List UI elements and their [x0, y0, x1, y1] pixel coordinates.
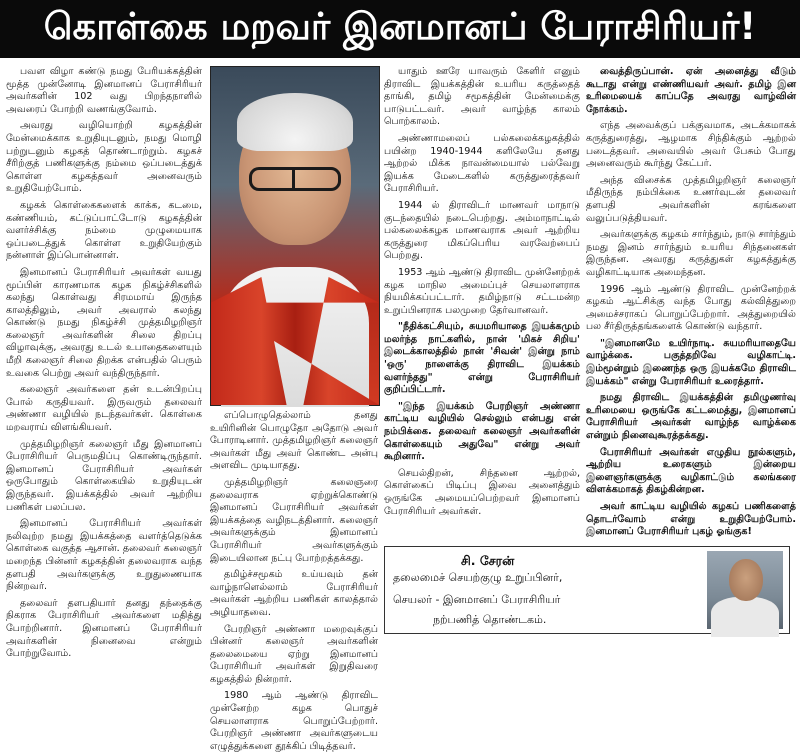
- headline-title: கொள்கை மறவர் இனமானப் பேராசிரியர்!: [43, 5, 757, 48]
- paragraph: 1944 ல் திராவிடர் மாணவர் மாநாடு குடந்தையில் நடைபெற்றது. அம்மாநாட்டில் பல்கலைக்கழக மாணவராக அவர் ஆற்றிய கருத்துரை மிகப்பெரிய வரவேற்பைப் பெற்றது.: [384, 199, 580, 262]
- paragraph: முத்தமிழறிஞர் கலைஞர் மீது இனமானப் பேராசிரியர் பெருமதிப்பு கொண்டிருந்தார். இனமானப் பேராசிரியர் அவர்கள் ஒருபோதும் கொள்கையில் உறுதியுடன் இருந்தவர். இயக்கத்தில் அவர் ஆற்றிய பணிகள் பலப்பல.: [6, 438, 202, 513]
- paragraph: அண்ணாமலைப் பல்கலைக்கழகத்தில் பயின்ற 1940-1944 களிலேயே தனது ஆற்றல் மிக்க நாவன்மையால் பல்வேறு இயக்க மேடைகளில் கருத்துரைத்தவர் பேராசிரியர்.: [384, 132, 580, 195]
- paragraph: எந்த அவைக்குப் பக்குவமாக, அடக்கமாகக் கருத்துரைத்து, ஆழமாக சிந்திக்கும் ஆற்றல் படைத்தவர். அவையில் அவர் பேசும் போது அனைவரும் கூர்ந்து கேட்பர்.: [586, 120, 796, 170]
- portrait-photo: [210, 66, 380, 406]
- paragraph: அவரது வழியொற்றி கழகத்தின் மேன்மைக்காக உறுதியுடனும், நமது மொழி பற்றுடனும் கழகத் தொண்டாற்றும். கழகச் சீரிற்குத் பணிகளுக்கு நம்மை ஒப்படைத்துக் கொள்ள கழகத்தவர் அனைவரும் உறுதியேற்போம்.: [6, 120, 202, 195]
- portrait-glasses: [249, 167, 341, 191]
- paragraph: முத்தமிழறிஞர் கலைஞரை தலைவராக ஏற்றுக்கொண்டு இனமானப் பேராசிரியர் அவர்கள் இயக்கத்தை வழிநடத்தினார். கலைஞர் அவர்களுக்கும் இனமானப் பேராசிரியர் அவர்களுக்கும் இடையிலான நட்பு போற்றத்தக்கது.: [210, 476, 378, 564]
- paragraph: கலைஞர் அவர்களை தன் உடன்பிறப்பு போல் கருதியவர். இருவரும் தலைவர் அண்ணா வழியில் நடந்தவர்கள். கொள்கை மறவராய் விளங்கியவர்.: [6, 384, 202, 434]
- paragraph: தலைவர் தளபதியார் தனது தந்தைக்கு நிகராக பேராசிரியர் அவர்களை மதித்து போற்றினார். இனமானப் பேராசிரியர் அவர்களின் நினைவை என்றும் போற்றுவோம்.: [6, 597, 202, 660]
- paragraph: பேரறிஞர் அண்ணா மறைவுக்குப் பின்னர் கலைஞர் அவர்களின் தலைமையை ஏற்று இனமானப் பேராசிரியர் அவர்கள் இறுதிவரை கழகத்தில் நின்றார்.: [210, 623, 378, 685]
- portrait-hair: [237, 93, 353, 151]
- article-column-3: [384, 66, 580, 542]
- paragraph: இனமானப் பேராசிரியர் அவர்கள் வயது மூப்பின் காரணமாக கழக நிகழ்ச்சிகளில் கலந்து கொள்வது சிரமமாய் இருந்த காலத்திலும், அவர் அவரால் கலந்து கொண்டு நமது நிகழ்ச்சி முத்தமிழறிஞர் கலைஞர் அவர்களின் சிலை திறப்பு விழாவுக்கு, அவரது உடல் உபாதைகளையும் மீறி கலைஞர் சிலை திறக்க என்பதில் பெரும் உவகை பெற்று அவர் வந்திருந்தார்.: [6, 266, 202, 379]
- paragraph: எப்பொழுதெல்லாம் தனது உயிரினின் பொழுதோ அதோடு அவர் போராடினார். முத்தமிழறிஞர் கலைஞர் அவர்கள் மீது அவர் கொண்ட அன்பு அளவிட முடியாதது.: [210, 410, 378, 472]
- paragraph: அந்த விசைக்க முத்தமிழறிஞர் கலைஞர் மீதிருந்த நம்பிக்கை உணர்வுடன் தலைவர் தளபதி அவர்களின் கரங்களை வலுப்படுத்தியவர்.: [586, 174, 796, 224]
- paragraph: தமிழ்ச்சமூகம் உய்யவும் தன் வாழ்நாளெல்லாம் பேராசிரியர் அவர்கள் ஆற்றிய பணிகள் காலத்தால் அழியாதவை.: [210, 569, 378, 618]
- paragraph: இனமானப் பேராசிரியர் அவர்கள் நலிவுற்ற நமது இயக்கத்தை வளர்த்தெடுக்க கொள்கை வகுத்த ஆசான். தலைவர் கலைஞர் மறைந்த பின்னர் கழகத்தின் தலைவராக வந்த தளபதி அவர்களுக்கு உறுதுணையாக நின்றவர்.: [6, 518, 202, 593]
- author-title-line-2: செயலர் - இனமானப் பேராசிரியர்: [393, 593, 561, 606]
- author-title-line-1: தலைமைச் செயற்குழு உறுப்பினர்,: [393, 571, 563, 584]
- author-name: சி. சேரன்: [461, 553, 515, 568]
- author-byline-box: [384, 546, 790, 634]
- quote-paragraph: "நீதிக்கட்சியும், சுயமரியாதை இயக்கமும் மலர்ந்த நாட்களில், நான் 'மிகச் சிறிய' இடைக்காலத்தில் நான் 'சிவன்' இன்று நாம் 'ஒரு' நாளைக்கு திராவிட இயக்கம் வளர்ந்தது" என்று பேராசிரியர் குறிப்பிட்டார்.: [384, 321, 580, 396]
- paragraph: அவர்களுக்கு கழகம் சார்ந்தும், நாடு சார்ந்தும் நமது இனம் சார்ந்தும் உயரிய சிந்தனைகள் இருந்தன. அவரது கருத்துகள் கழகத்துக்கு வழிகாட்டியாக அமைந்தன.: [586, 229, 796, 278]
- paragraph: நமது திராவிட இயக்கத்தின் தமிழுணர்வு உரிமையை ஒருங்கே கட்டமைத்து, இனமானப் பேராசிரியர் அவர்கள் வாழ்ந்த வாழ்க்கை என்றும் நினைவுகூரத்தக்கது.: [586, 392, 796, 442]
- author-photo-body: [711, 597, 779, 637]
- paragraph: வைத்திருப்பான். ஏன் அனைத்து வீடும் கூடாது என்று எண்ணியவர் அவர். தமிழ் இன உரிமையைக் காப்பதே அவரது வாழ்வின் நோக்கம்.: [586, 66, 796, 115]
- paragraph: கழகக் கொள்கைகளைக் காக்க, கடமை, கண்ணியம், கட்டுப்பாட்டோடு கழகத்தின் வளர்ச்சிக்கு நம்மை முழுமையாக ஒப்படைத்துக் கொள்ள உறுதியேற்கும் நன்னாள் இப்பொன்னாள்.: [6, 199, 202, 262]
- quote-paragraph: "இனமானமே உயிர்நாடி. சுயமரியாதையே வாழ்க்கை. பகுத்தறிவே வழிகாட்டி. இம்மூன்றும் இணைந்த ஒரு இயக்கமே திராவிட இயக்கம்" என்று பேராசிரியர் உரைத்தார்.: [586, 337, 796, 387]
- paragraph: 1996 ஆம் ஆண்டு திராவிட முன்னேற்றக் கழகம் ஆட்சிக்கு வந்த போது கல்வித்துறை அமைச்சராகப் பொறுப்பேற்றார். அத்துறையில் பல சீர்திருத்தங்களைக் கொண்டு வந்தார்.: [586, 283, 796, 333]
- quote-paragraph: "இந்த இயக்கம் பேரறிஞர் அண்ணா காட்டிய வழியில் செல்லும் என்பது என் நம்பிக்கை. தலைவர் கலைஞர் அவர்களின் கொள்கையும் அதுவே" என்று அவர் கூறினார்.: [384, 400, 580, 463]
- article-column-2: [210, 410, 378, 752]
- headline-divider: [0, 58, 800, 61]
- author-photo: [707, 551, 783, 629]
- paragraph: பவள விழா கண்டு நமது பேரியக்கத்தின் மூத்த முன்னோடி இனமானப் பேராசிரியர் அவர்களின் 102 வது பிறந்தநாளில் அவரைப் போற்றி வணங்குவோம்.: [6, 66, 202, 115]
- article-column-1: [6, 66, 202, 660]
- paragraph: 1980 ஆம் ஆண்டு திராவிட முன்னேற்ற கழக பொதுச் செயலாளராக பொறுப்பேற்றார். பேரறிஞர் அண்ணா அவர்களுடைய எழுத்துக்களை தூக்கிப் பிடித்தவர்.: [210, 690, 378, 752]
- author-photo-face: [729, 559, 763, 601]
- author-title-line-3: நற்பணித் தொண்டகம்.: [433, 613, 547, 626]
- paragraph: செயல்திறன், சிந்தனை ஆற்றல், கொள்கைப் பிடிப்பு இவை அனைத்தும் ஒருங்கே அமையப்பெற்றவர் இனமானப் பேராசிரியர் அவர்கள்.: [384, 467, 580, 517]
- paragraph: யாதும் ஊரே யாவரும் கேளிர் எனும் திராவிட இயக்கத்தின் உயரிய கருத்தைத் தாங்கி, தமிழ் சமூகத்தின் மேன்மைக்கு பாடுபட்டவர். அவர் வாழ்ந்த காலம் பொற்காலம்.: [384, 66, 580, 128]
- paragraph: 1953 ஆம் ஆண்டு திராவிட முன்னேற்றக் கழக மாநில அமைப்புச் செயலாளராக நியமிக்கப்பட்டார். தமிழ்நாடு சட்டமன்ற உறுப்பினராக பலமுறை தேர்வானவர்.: [384, 266, 580, 316]
- headline-banner: [0, 0, 800, 58]
- paragraph: பேராசிரியர் அவர்கள் எழுதிய நூல்களும், ஆற்றிய உரைகளும் இன்றைய இளைஞர்களுக்கு வழிகாட்டும் கலங்கரை விளக்கமாகத் திகழ்கின்றன.: [586, 446, 796, 496]
- paragraph: அவர் காட்டிய வழியில் கழகப் பணிகளைத் தொடர்வோம் என்று உறுதியேற்போம். இனமானப் பேராசிரியர் புகழ் ஓங்குக!: [586, 501, 796, 538]
